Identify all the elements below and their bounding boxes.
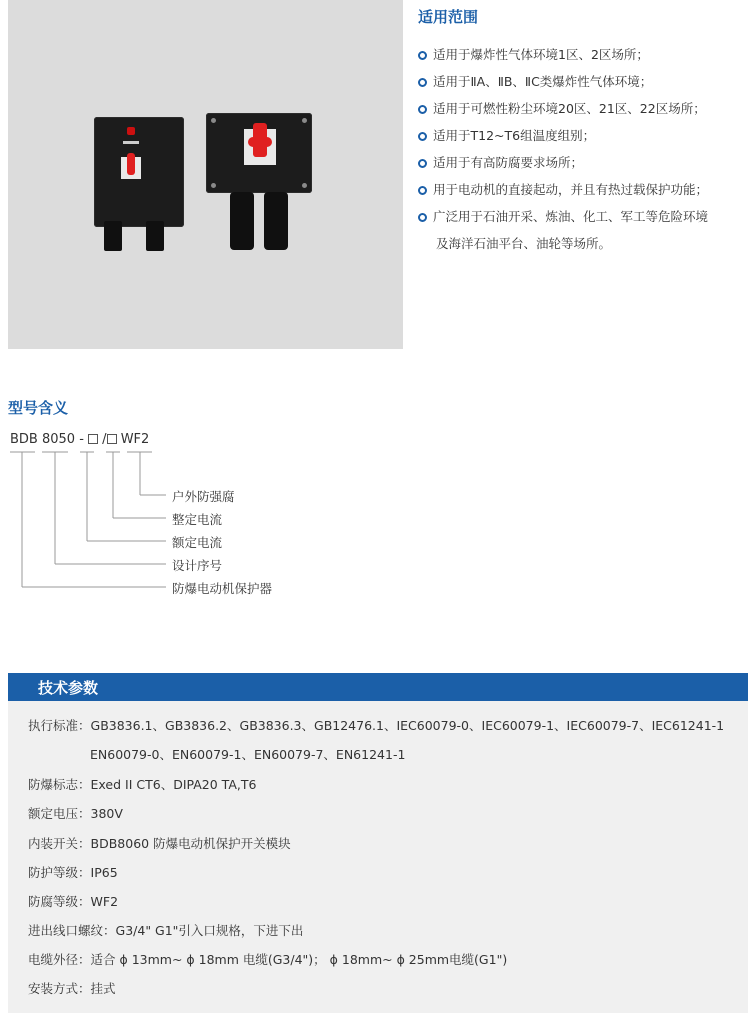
bullet-icon [418,213,427,222]
scope-item: 适用于ⅡA、ⅡB、ⅡC类爆炸性气体环境； [418,72,652,90]
scope-item: 适用于有高防腐要求场所； [418,153,583,171]
cable-gland [104,221,122,251]
param-switch: 内装开关：BDB8060 防爆电动机保护开关模块 [28,836,291,851]
model-def-rated-current: 额定电流 [172,535,223,550]
screw-icon [211,183,216,188]
bullet-icon [418,159,427,168]
param-thread: 进出线口螺纹：G3/4" G1"引入口规格，下进下出 [28,923,304,938]
param-protection: 防护等级：IP65 [28,865,118,880]
model-title: 型号含义 [8,399,69,417]
tech-title: 技术参数 [38,679,99,697]
product-photo [8,0,403,349]
scope-item: 广泛用于石油开采、炼油、化工、军工等危险环境 [418,207,708,225]
param-cable: 电缆外径：适合 ϕ 13mm~ ϕ 18mm 电缆(G3/4")； ϕ 18mm~ ϕ 25mm电缆(G1") [28,952,508,967]
scope-item: 用于电动机的直接起动，并且有热过载保护功能； [418,180,708,198]
nameplate [123,141,139,144]
model-def-design-no: 设计序号 [172,558,223,573]
switch-knob-grip [248,137,272,147]
param-voltage: 额定电压：380V [28,806,123,821]
model-connector-lines [0,448,175,593]
scope-item: 适用于可燃性粉尘环境20区、21区、22区场所； [418,99,706,117]
bullet-icon [418,186,427,195]
scope-item: 适用于T12~T6组温度组别； [418,126,595,144]
param-mounting: 安装方式：挂式 [28,981,116,996]
scope-item-continuation: 及海洋石油平台、油轮等场所。 [436,236,612,251]
param-corrosion: 防腐等级：WF2 [28,894,119,909]
model-def-outdoor: 户外防强腐 [172,489,235,504]
cable-gland [264,192,288,250]
bullet-icon [418,78,427,87]
bullet-icon [418,105,427,114]
bullet-icon [418,132,427,141]
right-enclosure [206,113,312,193]
cable-gland [230,192,254,250]
screw-icon [302,183,307,188]
bullet-icon [418,51,427,60]
placeholder-box [107,434,117,444]
switch-knob [127,153,135,175]
cable-gland [146,221,164,251]
placeholder-box [88,434,98,444]
param-standard: 执行标准：GB3836.1、GB3836.2、GB3836.3、GB12476.1、IEC60079-0、IEC60079-1、IEC60079-7、IEC61241-1 [28,718,725,733]
param-standard-cont: EN60079-0、EN60079-1、EN60079-7、EN61241-1 [90,747,406,762]
model-code: BDB 8050 - / WF2 [10,432,150,447]
indicator-lamp [127,127,135,135]
model-def-setting-current: 整定电流 [172,512,223,527]
param-ex-mark: 防爆标志：Exed II CT6、DIPA20 TA,T6 [28,777,257,792]
screw-icon [302,118,307,123]
screw-icon [211,118,216,123]
scope-item: 适用于爆炸性气体环境1区、2区场所； [418,45,649,63]
left-enclosure [94,117,184,227]
model-def-product: 防爆电动机保护器 [172,581,273,596]
tech-header-bar [8,673,748,701]
scope-title: 适用范围 [418,8,479,26]
